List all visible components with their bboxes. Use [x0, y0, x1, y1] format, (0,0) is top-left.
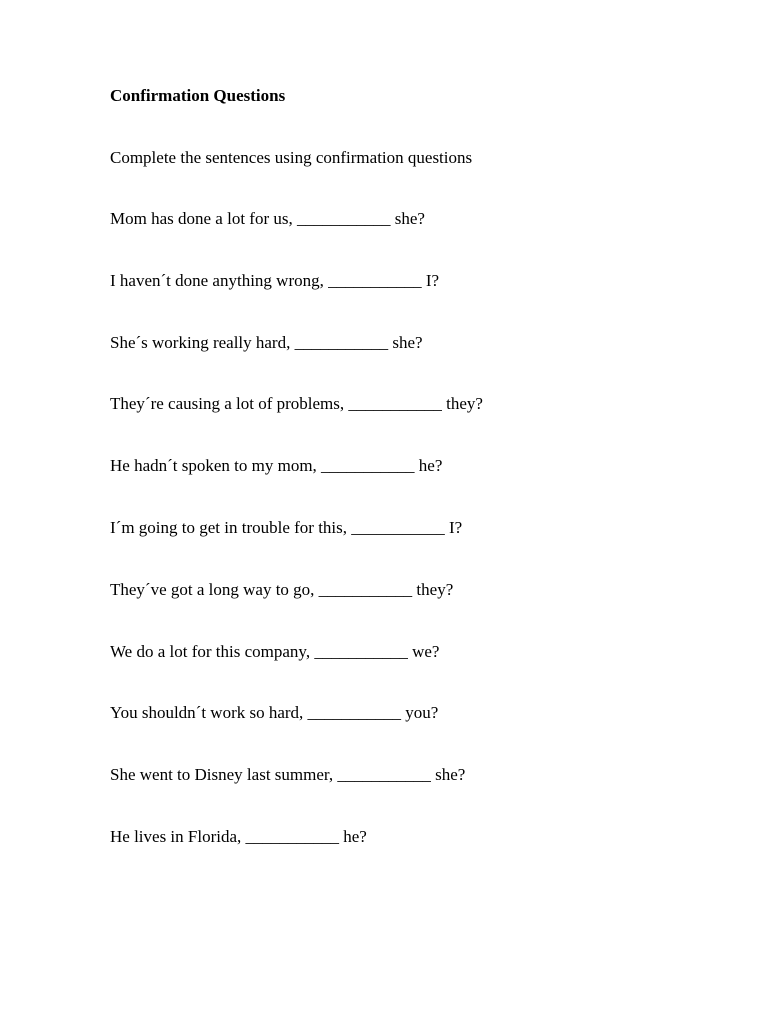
exercise-sentence-6: I´m going to get in trouble for this, ___________ I? [110, 517, 463, 537]
instructions-text: Complete the sentences using confirmation questions [110, 148, 473, 167]
exercise-sentence-5: He hadn´t spoken to my mom, ___________ he? [110, 456, 443, 476]
exercise-sentence-9: You shouldn´t work so hard, ___________ you? [110, 703, 439, 723]
exercise-sentence-11: He lives in Florida, ___________ he? [110, 826, 367, 846]
exercise-sentence-3: She´s working really hard, ___________ she? [110, 332, 423, 352]
exercise-sentence-7: They´ve got a long way to go, ___________ they? [110, 579, 454, 599]
exercise-list [110, 209, 483, 889]
exercise-sentence-10: She went to Disney last summer, ___________ she? [110, 765, 466, 785]
exercise-sentence-4: They´re causing a lot of problems, ___________ they? [110, 394, 483, 414]
exercise-sentence-1: Mom has done a lot for us, ___________ she? [110, 209, 425, 228]
page-title: Confirmation Questions [110, 86, 286, 105]
exercise-sentence-8: We do a lot for this company, ___________ we? [110, 641, 440, 661]
exercise-sentence-2: I haven´t done anything wrong, ___________ I? [110, 270, 440, 290]
